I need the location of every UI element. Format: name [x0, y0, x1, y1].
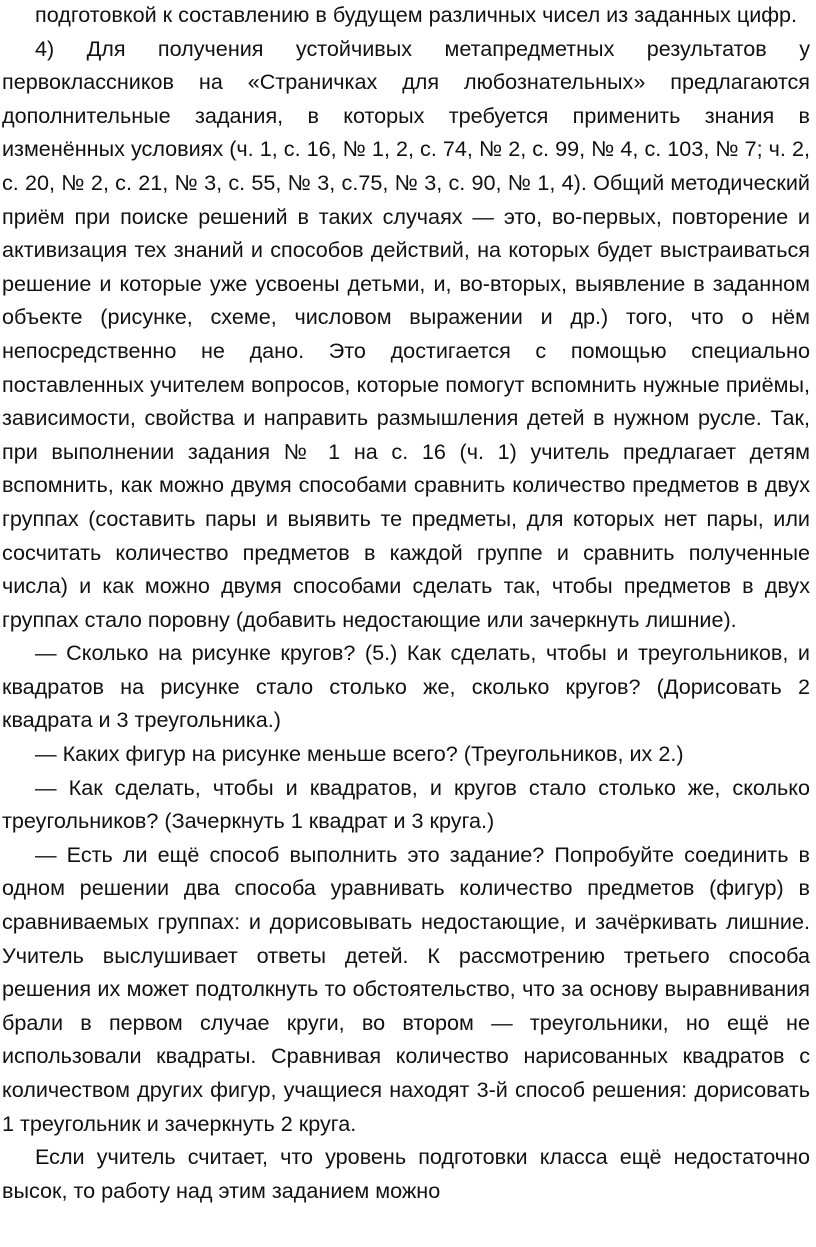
dialogue-line-3: — Как сделать, чтобы и квадратов, и кругов стало столько же, сколько треугольников? (Зачеркнуть 1 квадрат и 3 круга.) [2, 774, 810, 834]
dialogue-line-2: — Каких фигур на рисунке меньше всего? (Треугольников, их 2.) [35, 741, 684, 767]
dialogue-line-4: — Есть ли ещё способ выполнить это задание? Попробуйте соединить в одном решении два способа уравнивать количество предметов (фигур) в сравниваемых группах: и дорисовывать недостающие, и зачёркивать лишние. Учитель выслушивает ответы детей. К рассмотрению третьего способа решения их может подтолкнуть то обстоятельство, что за основу выравнивания брали в первом случае круги, во втором — треугольники, но ещё не использовали квадраты. Сравнивая количество нарисованных квадратов с количеством других фигур, учащиеся находят 3-й способ решения: дорисовать 1 треугольник и зачеркнуть 2 круга. [2, 841, 810, 1136]
paragraph-continuation: подготовкой к составлению в будущем различных чисел из заданных цифр. [35, 2, 798, 27]
dialogue-line-1: — Сколько на рисунке кругов? (5.) Как сделать, чтобы и треугольников, и квадратов на рисунке стало столько же, сколько кругов? (Дорисовать 2 квадрата и 3 треугольника.) [2, 640, 810, 733]
closing-paragraph: Если учитель считает, что уровень подготовки класса ещё недостаточно высок, то работу над этим заданием можно [2, 1144, 810, 1203]
paragraph-item-4: 4) Для получения устойчивых метапредметных результатов у первоклассников на «Страничках для любознательных» предлагаются дополнительные задания, в которых требуется применить знания в изменённых условиях (ч. 1, с. 16, № 1, 2, с. 74, № 2, с. 99, № 4, с. 103, № 7; ч. 2, с. 20, № 2, с. 21, № 3, с. 55, № 3, с.75, № 3, с. 90, № 1, 4). Общий методический приём при поиске решений в таких случаях — это, во-первых, повторение и активизация тех знаний и способов действий, на которых будет выстраиваться решение и которые уже усвоены детьми, и, во-вторых, выявление в заданном объекте (рисунке, схеме, числовом выражении и др.) того, что о нём непосредственно не дано. Это достигается с помощью специально поставленных учителем вопросов, которые помогут вспомнить нужные приёмы, зависимости, свойства и направить размышления детей в нужном русле. Так, при выполнении задания № 1 на с. 16 (ч. 1) учитель предлагает детям вспомнить, как можно двумя способами сравнить количество предметов в двух группах (составить пары и выявить те предметы, для которых нет пары, или сосчитать количество предметов в каждой группе и сравнить полученные числа) и как можно двумя способами сделать так, чтобы предметов в двух группах стало поровну (добавить недостающие или зачеркнуть лишние). [2, 35, 810, 632]
